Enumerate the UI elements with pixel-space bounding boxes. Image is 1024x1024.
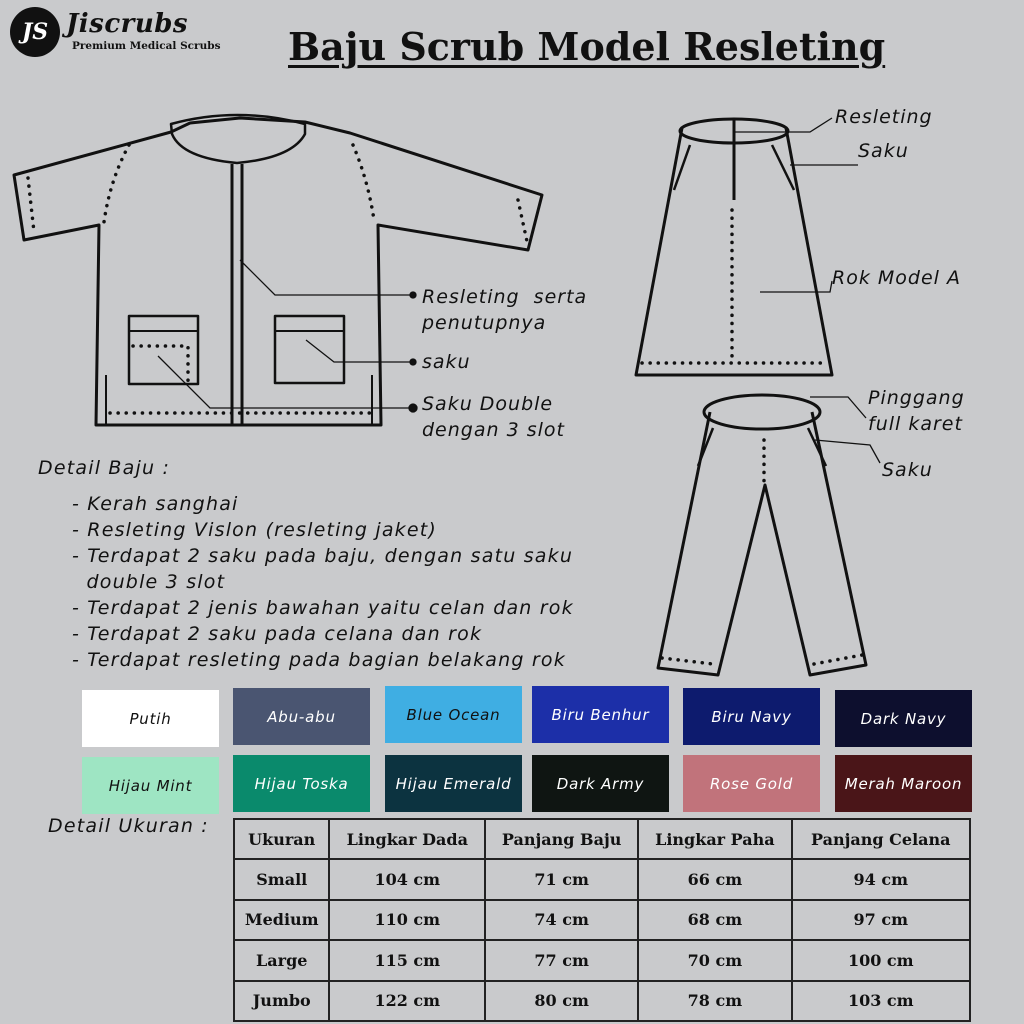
skirt-zipper-label: Resleting: [835, 106, 933, 128]
color-swatch: [532, 755, 669, 812]
list-item: - Resleting Vislon (resleting jaket): [72, 519, 438, 541]
color-swatch: [233, 755, 370, 812]
color-swatch: [233, 688, 370, 745]
table-header: Ukuran: [234, 819, 329, 859]
table-header-row: [234, 819, 970, 859]
color-swatch: [82, 757, 219, 814]
color-name: Dark Navy: [860, 709, 947, 728]
color-name: Biru Benhur: [551, 705, 650, 724]
color-swatch: [683, 688, 820, 745]
table-cell: 78 cm: [638, 981, 791, 1021]
pants-illustration: [658, 395, 866, 675]
color-name: Abu-abu: [267, 707, 336, 726]
pants-pocket-label: Saku: [882, 459, 933, 481]
color-name: Blue Ocean: [406, 705, 501, 724]
table-header: Panjang Celana: [792, 819, 970, 859]
table-cell: 122 cm: [329, 981, 485, 1021]
list-item: - Terdapat 2 jenis bawahan yaitu celan dan rok: [72, 597, 574, 619]
shirt-pocket-label: saku: [422, 351, 471, 373]
color-name: Merah Maroon: [844, 774, 963, 793]
table-cell: 100 cm: [792, 940, 970, 980]
color-name: Putih: [129, 709, 172, 728]
skirt-model-label: Rok Model A: [832, 267, 961, 289]
detail-baju-list: [72, 491, 574, 673]
table-cell: Medium: [234, 900, 329, 940]
table-cell: 74 cm: [485, 900, 638, 940]
brand-tagline: Premium Medical Scrubs: [72, 40, 221, 52]
shirt-illustration: [14, 115, 542, 425]
detail-ukuran-heading: Detail Ukuran :: [48, 815, 209, 837]
table-cell: 77 cm: [485, 940, 638, 980]
table-cell: 104 cm: [329, 859, 485, 899]
table-cell: 80 cm: [485, 981, 638, 1021]
color-name: Biru Navy: [711, 707, 792, 726]
color-swatch: [835, 755, 972, 812]
list-item: - Terdapat resleting pada bagian belakang rok: [72, 649, 566, 671]
logo-letters: JS: [21, 19, 49, 45]
shirt-double-pocket-label: Saku Double dengan 3 slot: [422, 393, 565, 441]
detail-baju-heading: Detail Baju :: [38, 457, 171, 479]
color-name: Hijau Toska: [254, 774, 349, 793]
table-header: Lingkar Dada: [329, 819, 485, 859]
table-cell: 97 cm: [792, 900, 970, 940]
table-cell: 94 cm: [792, 859, 970, 899]
table-row: [234, 859, 970, 899]
color-swatch: [385, 755, 522, 812]
table-cell: 115 cm: [329, 940, 485, 980]
color-swatch: [82, 690, 219, 747]
table-cell: 68 cm: [638, 900, 791, 940]
table-cell: 66 cm: [638, 859, 791, 899]
page-title: Baju Scrub Model Resleting: [288, 24, 886, 69]
table-row: [234, 981, 970, 1021]
color-swatch: [835, 690, 972, 747]
color-name: Hijau Mint: [108, 776, 193, 795]
skirt-illustration: [636, 118, 832, 375]
table-cell: Jumbo: [234, 981, 329, 1021]
brand-name: Jiscrubs: [66, 9, 189, 39]
table-cell: 110 cm: [329, 900, 485, 940]
pants-waist-label: Pinggang full karet: [868, 387, 965, 435]
color-name: Dark Army: [556, 774, 645, 793]
color-name: Rose Gold: [709, 774, 794, 793]
table-cell: 71 cm: [485, 859, 638, 899]
color-name: Hijau Emerald: [395, 774, 512, 793]
table-cell: 103 cm: [792, 981, 970, 1021]
color-swatch: [532, 686, 669, 743]
color-swatch: [683, 755, 820, 812]
table-cell: Small: [234, 859, 329, 899]
color-swatch: [385, 686, 522, 743]
list-item: - Kerah sanghai: [72, 493, 239, 515]
table-row: [234, 900, 970, 940]
table-header: Lingkar Paha: [638, 819, 791, 859]
table-header: Panjang Baju: [485, 819, 638, 859]
skirt-pocket-label: Saku: [858, 140, 909, 162]
table-cell: Large: [234, 940, 329, 980]
size-table: [233, 818, 971, 1022]
list-item: - Terdapat 2 saku pada celana dan rok: [72, 623, 483, 645]
list-item: - Terdapat 2 saku pada baju, dengan satu saku double 3 slot: [72, 545, 574, 593]
table-row: [234, 940, 970, 980]
table-cell: 70 cm: [638, 940, 791, 980]
shirt-zipper-label: Resleting serta penutupnya: [422, 286, 588, 334]
